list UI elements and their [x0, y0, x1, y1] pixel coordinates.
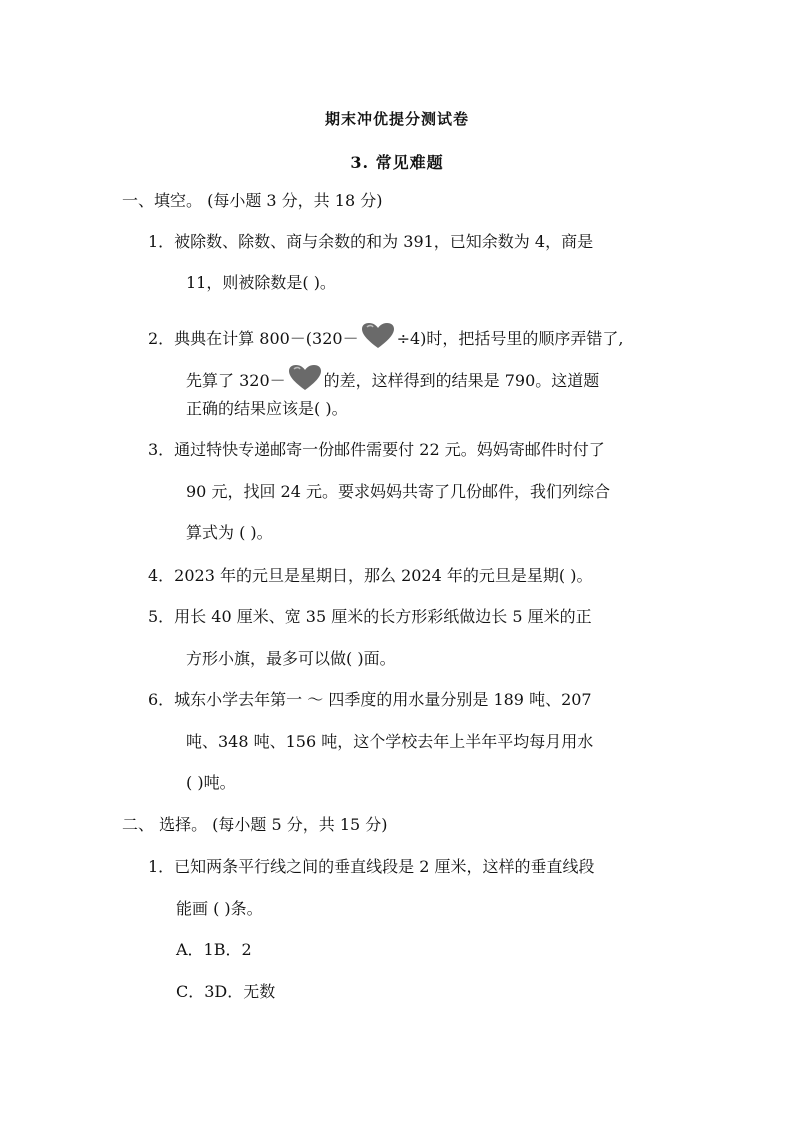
question-3-line-2: 90 元，找回 24 元。要求妈妈共寄了几份邮件，我们列综合	[186, 482, 610, 501]
question-2-line-1	[148, 322, 624, 355]
question-6-line-3: ( )吨。	[186, 773, 236, 792]
question-1-line-1: 1．被除数、除数、商与余数的和为 391，已知余数为 4，商是	[148, 232, 594, 251]
choice-option-a-b: A．1B．2	[176, 940, 252, 959]
question-2-text-d: 的差，这样得到的结果是 790。这道题	[323, 371, 600, 390]
question-5-line-1: 5．用长 40 厘米、宽 35 厘米的长方形彩纸做边长 5 厘米的正	[148, 607, 592, 626]
choice-question-1-line-1: 1．已知两条平行线之间的垂直线段是 2 厘米，这样的垂直线段	[148, 857, 595, 876]
question-2-text-a: 2．典典在计算 800－(320－	[148, 329, 359, 348]
question-2-text-b: ÷4)时，把括号里的顺序弄错了,	[396, 329, 624, 348]
question-2-line-3: 正确的结果应该是( )。	[186, 399, 348, 418]
question-1-line-2: 11，则被除数是( )。	[186, 273, 336, 292]
question-6-line-2: 吨、348 吨、156 吨，这个学校去年上半年平均每月用水	[186, 732, 594, 751]
page-subtitle: 3. 常见难题	[350, 153, 444, 172]
section-heading-fill-in: 一、填空。 (每小题 3 分，共 18 分)	[122, 191, 383, 210]
heart-icon	[288, 364, 322, 397]
question-4-line-1: 4．2023 年的元旦是星期日，那么 2024 年的元旦是星期( )。	[148, 566, 593, 585]
question-2-text-c: 先算了 320－	[186, 371, 286, 390]
choice-option-c-d: C．3D．无数	[176, 982, 276, 1001]
page-title: 期末冲优提分测试卷	[324, 110, 469, 128]
section-heading-choice: 二、 选择。 (每小题 5 分，共 15 分)	[122, 815, 388, 834]
choice-question-1-line-2: 能画 ( )条。	[176, 899, 263, 918]
heart-icon	[361, 322, 395, 355]
question-3-line-3: 算式为 ( )。	[186, 523, 273, 542]
question-2-line-2	[186, 364, 599, 397]
question-6-line-1: 6．城东小学去年第一 ～ 四季度的用水量分别是 189 吨、207	[148, 690, 592, 709]
question-5-line-2: 方形小旗，最多可以做( )面。	[186, 649, 396, 668]
question-3-line-1: 3．通过特快专递邮寄一份邮件需要付 22 元。妈妈寄邮件时付了	[148, 440, 605, 459]
